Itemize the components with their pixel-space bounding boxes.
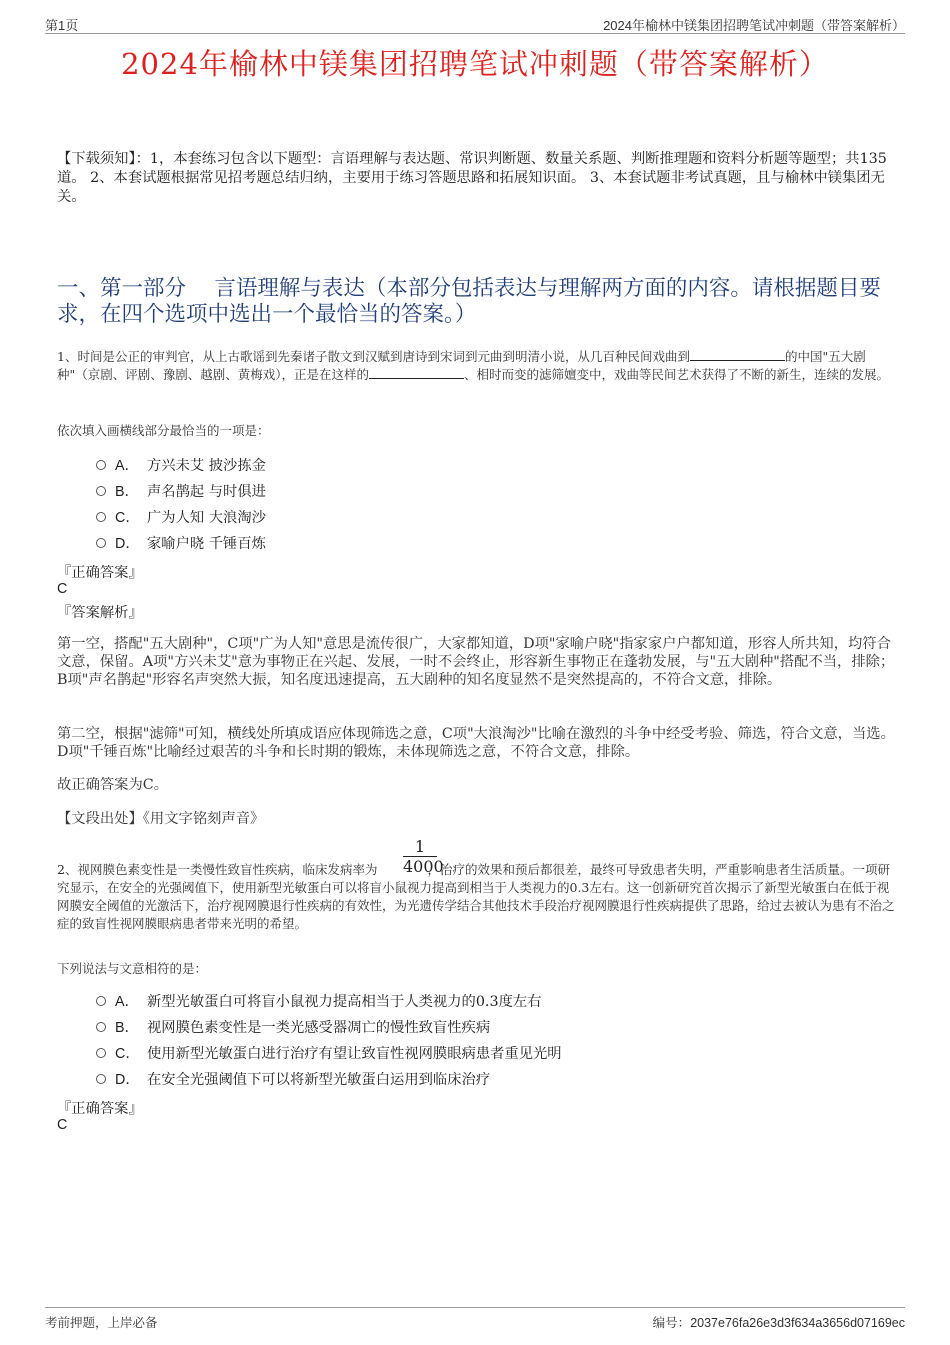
q2-answer: C xyxy=(57,1117,68,1133)
option-letter: B． xyxy=(115,484,139,500)
option-letter: C． xyxy=(115,1046,140,1062)
q1-analysis-label: 『答案解析』 xyxy=(57,605,143,621)
footer-slogan: 考前押题，上岸必备 xyxy=(45,1315,158,1330)
radio-icon[interactable] xyxy=(96,460,106,470)
option-text: 新型光敏蛋白可将盲小鼠视力提高相当于人类视力的0.3度左右 xyxy=(147,994,542,1010)
option-letter: B． xyxy=(115,1020,139,1036)
header-doc-name: 2024年榆林中镁集团招聘笔试冲刺题（带答案解析） xyxy=(603,18,905,33)
q1-conclusion: 故正确答案为C。 xyxy=(57,777,169,793)
radio-icon[interactable] xyxy=(96,1022,106,1032)
q1-analysis-1: 第一空，搭配"五大剧种"，C项"广为人知"意思是流传很广，大家都知道，D项"家喻户晓"指家家户户都知道，形容人所共知，均符合文意，保留。A项"方兴未艾"意为事物正在兴起、发展，一时不会终止，形容新生事物正在蓬勃发展，与"五大剧种"搭配不当，排除；B项"声名鹊起"形容名声突然大振，知名度迅速提高，五大剧种的知名度显然不是突然提高的，不符合文意，排除。 xyxy=(57,636,895,688)
q2-option-b[interactable] xyxy=(96,1018,490,1038)
q2-stem-part1: 2、视网膜色素变性是一类慢性致盲性疾病，临床发病率为 xyxy=(57,862,378,877)
radio-icon[interactable] xyxy=(96,996,106,1006)
header-divider xyxy=(45,33,905,34)
fraction-denominator: 4000 xyxy=(403,857,444,876)
q2-answer-label: 『正确答案』 xyxy=(57,1101,143,1117)
q2-stem-part2: ，治疗的效果和预后都很差，最终可导致患者失明，严重影响患者生活质量。一项研究显示，在安全的光强阈值下，使用新型光敏蛋白可以将盲小鼠视力提高到相当于人类视力的0.3左右。这一创新研究首次揭示了新型光敏蛋白在低于视网膜安全阈值的光激活下，治疗视网膜退行性疾病的有效性，为光遗传学结合其他技术手段治疗视网膜退行性疾病提供了思路，给过去被认为患有不治之症的致盲性视网膜眼病患者带来光明的希望。 xyxy=(57,862,895,931)
q1-answer-label: 『正确答案』 xyxy=(57,565,143,581)
radio-icon[interactable] xyxy=(96,1074,106,1084)
option-letter: A． xyxy=(115,458,139,474)
fraction-numerator: 1 xyxy=(403,837,437,857)
radio-icon[interactable] xyxy=(96,486,106,496)
q2-option-c[interactable] xyxy=(96,1044,562,1064)
option-letter: D． xyxy=(115,536,140,552)
option-text: 使用新型光敏蛋白进行治疗有望让致盲性视网膜眼病患者重见光明 xyxy=(147,1046,562,1062)
question-2-prompt: 下列说法与文意相符的是： xyxy=(57,961,208,976)
option-letter: A． xyxy=(115,994,139,1010)
fill-blank-2 xyxy=(369,367,464,379)
question-1-stem xyxy=(57,348,897,384)
q1-option-a[interactable] xyxy=(96,456,266,476)
q1-answer: C xyxy=(57,581,68,597)
option-text: 家喻户晓 千锤百炼 xyxy=(147,536,266,552)
q1-stem-part3: 、相时而变的滤筛嬗变中，戏曲等民间艺术获得了不断的新生，连续的发展。 xyxy=(464,367,890,382)
q1-source: 【文段出处】《用文字铭刻声音》 xyxy=(57,811,265,827)
q2-option-d[interactable] xyxy=(96,1070,490,1090)
question-1-prompt: 依次填入画横线部分最恰当的一项是： xyxy=(57,423,270,438)
option-text: 方兴未艾 披沙拣金 xyxy=(147,458,266,474)
radio-icon[interactable] xyxy=(96,512,106,522)
footer-code-value: 2037e76fa26e3d3f634a3656d07169ec xyxy=(690,1316,905,1330)
fill-blank-1 xyxy=(690,349,785,361)
option-letter: D． xyxy=(115,1072,140,1088)
q1-stem-part2: 的中国"五大剧种"（京剧、评剧、豫剧、越剧、黄梅戏），正是在这样的 xyxy=(57,349,866,382)
option-text: 在安全光强阈值下可以将新型光敏蛋白运用到临床治疗 xyxy=(147,1072,491,1088)
footer-divider xyxy=(45,1307,905,1308)
radio-icon[interactable] xyxy=(96,1048,106,1058)
footer-code xyxy=(653,1313,905,1331)
q1-option-c[interactable] xyxy=(96,508,266,528)
option-letter: C． xyxy=(115,510,140,526)
q1-analysis-2: 第二空，根据"滤筛"可知，横线处所填成语应体现筛选之意，C项"大浪淘沙"比喻在激烈的斗争中经受考验、筛选，符合文意，当选。D项"千锤百炼"比喻经过艰苦的斗争和长时期的锻炼，未体现筛选之意，不符合文意，排除。 xyxy=(57,726,895,760)
document-title: 2024年榆林中镁集团招聘笔试冲刺题（带答案解析） xyxy=(121,47,829,81)
option-text: 广为人知 大浪淘沙 xyxy=(147,510,266,526)
download-notice: 【下载须知】：1，本套练习包含以下题型：言语理解与表达题、常识判断题、数量关系题、判断推理题和资料分析题等题型；共135道。 2、本套试题根据常见招考题总结归纳，主要用于练习答题思路和拓展知识面。 3、本套试题非考试真题，且与榆林中镁集团无关。 xyxy=(57,151,887,205)
option-text: 声名鹊起 与时俱进 xyxy=(147,484,266,500)
question-2-stem xyxy=(57,861,897,933)
footer-code-label: 编号： xyxy=(652,1315,691,1330)
q2-option-a[interactable] xyxy=(96,992,541,1012)
radio-icon[interactable] xyxy=(96,538,106,548)
page-number: 第1页 xyxy=(45,18,79,33)
q1-stem-part1: 1、时间是公正的审判官，从上古歌谣到先秦诸子散文到汉赋到唐诗到宋词到元曲到明清小说，从几百种民间戏曲到 xyxy=(57,349,690,364)
q1-option-d[interactable] xyxy=(96,534,266,554)
q1-option-b[interactable] xyxy=(96,482,266,502)
option-text: 视网膜色素变性是一类光感受器凋亡的慢性致盲性疾病 xyxy=(147,1020,491,1036)
section-title: 一、第一部分 言语理解与表达（本部分包括表达与理解两方面的内容。请根据题目要求，在四个选项中选出一个最恰当的答案。） xyxy=(57,276,881,327)
